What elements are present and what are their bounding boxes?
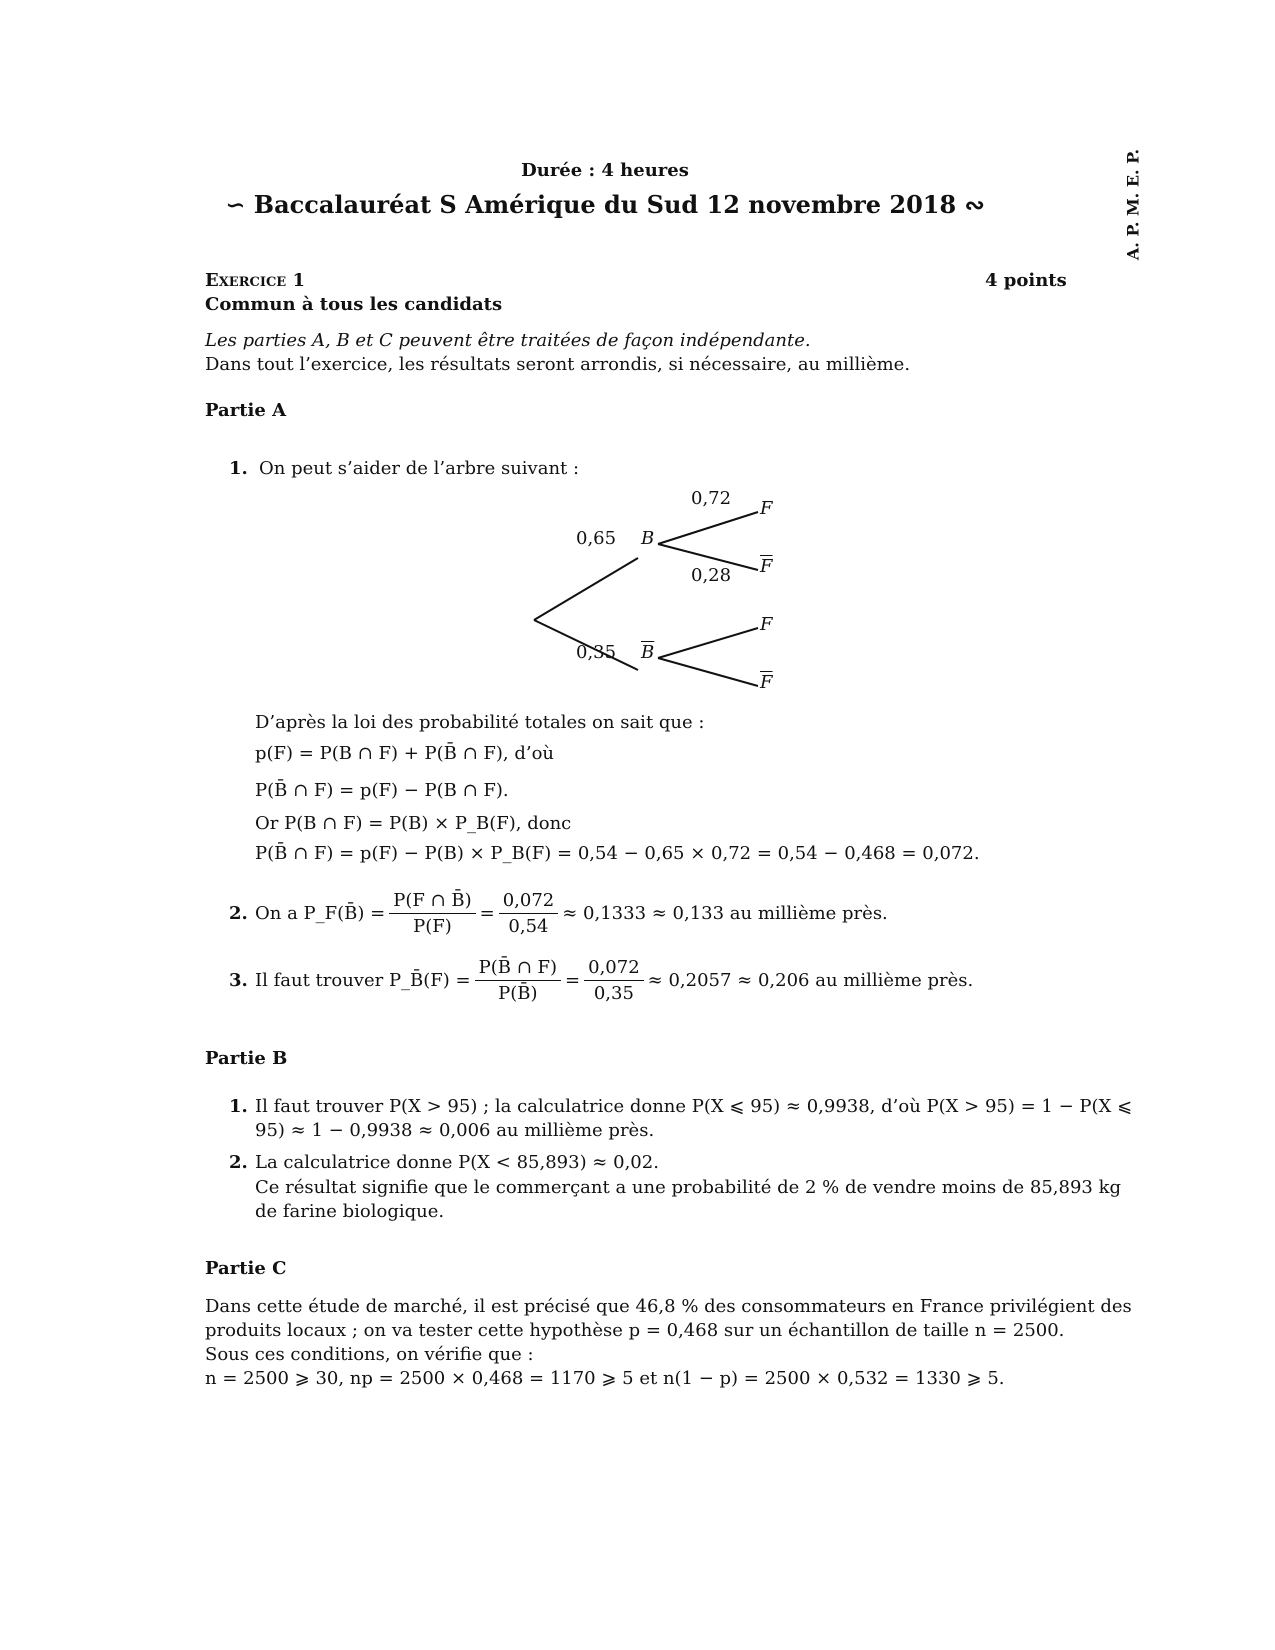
q2-fraction-1 bbox=[389, 890, 475, 937]
tree-leaf-notF-1: $\overline{F}$ bbox=[760, 556, 773, 577]
duration: Durée : 4 heures bbox=[521, 160, 689, 181]
tree-leaf-F-2: F bbox=[760, 614, 773, 635]
ornament-right: ∾ bbox=[964, 190, 985, 219]
part-c-line-4: n = 2500 ⩾ 30, np = 2500 × 0,468 = 1170 ⩾ 5 et n(1 − p) = 2500 × 0,532 = 1330 ⩾ 5. bbox=[205, 1368, 1005, 1389]
tree-prob-B: 0,65 bbox=[576, 528, 617, 549]
branch-root-B bbox=[534, 558, 638, 620]
part-b-q1-number: 1. bbox=[229, 1096, 248, 1117]
derivation-line-2: p(F) = P(B ∩ F) + P(B̄ ∩ F), d’où bbox=[255, 743, 555, 764]
q2-fraction-1-numerator: P(F ∩ B̄) bbox=[389, 890, 475, 914]
part-c-line-2: produits locaux ; on va tester cette hypothèse p = 0,468 sur un échantillon de taille n = 2500. bbox=[205, 1320, 1065, 1341]
tree-leaf-notF-2: $\overline{F}$ bbox=[760, 672, 773, 693]
part-c-heading: Partie C bbox=[205, 1258, 287, 1279]
part-a-q3-number: 3. bbox=[229, 970, 248, 991]
tree-node-notB: $\overline{B}$ bbox=[641, 642, 655, 663]
probability-tree bbox=[520, 490, 800, 720]
derivation-line-4: Or P(B ∩ F) = P(B) × P_B(F), donc bbox=[255, 813, 572, 834]
tree-prob-F-given-B: 0,72 bbox=[691, 488, 732, 509]
part-c-line-3: Sous ces conditions, on vérifie que : bbox=[205, 1344, 534, 1365]
q3-result: ≈ 0,2057 ≈ 0,206 au millième près. bbox=[647, 969, 974, 991]
side-label: A. P. M. E. P. bbox=[1123, 148, 1143, 261]
q3-fraction-1 bbox=[475, 957, 561, 1004]
q2-fraction-2-numerator: 0,072 bbox=[499, 890, 559, 914]
page-title bbox=[0, 190, 1210, 219]
part-b-q1-line-1: Il faut trouver P(X > 95) ; la calculatrice donne P(X ⩽ 95) ≈ 0,9938, d’où P(X > 95) = 1 − P(X ⩽ bbox=[255, 1096, 1133, 1117]
part-a-q2-formula: On a P_F(B̄) = $\frac{P(F \cap B̄)}{P(F)}$ = $\frac{0,072}{0,54}$ ≈ 0,1333 ≈ 0,133 au millième près. bbox=[255, 889, 888, 937]
part-b-q1-line-2: 95) ≈ 1 − 0,9938 ≈ 0,006 au millième près. bbox=[255, 1120, 655, 1141]
branch-B-F bbox=[658, 512, 758, 544]
q2-fraction-2 bbox=[499, 890, 559, 937]
q3-fraction-2 bbox=[584, 957, 644, 1004]
derivation-line-1: D’après la loi des probabilité totales on sait que : bbox=[255, 712, 705, 733]
q3-fraction-1-numerator: P(B̄ ∩ F) bbox=[475, 957, 561, 981]
exercise-subtitle: Commun à tous les candidats bbox=[205, 294, 503, 315]
branch-notB-F bbox=[658, 628, 758, 658]
tree-prob-notB: 0,35 bbox=[576, 642, 617, 663]
part-b-q2-number: 2. bbox=[229, 1152, 248, 1173]
part-a-q2-number: 2. bbox=[229, 903, 248, 924]
q2-fraction-2-denominator: 0,54 bbox=[508, 915, 549, 937]
part-b-q2-line-2: Ce résultat signifie que le commerçant a une probabilité de 2 % de vendre moins de 85,893 kg bbox=[255, 1177, 1122, 1198]
intro-2: Dans tout l’exercice, les résultats seront arrondis, si nécessaire, au millième. bbox=[205, 354, 911, 375]
derivation-line-3: P(B̄ ∩ F) = p(F) − P(B ∩ F). bbox=[255, 780, 509, 801]
intro-1: Les parties A, B et C peuvent être traitées de façon indépendante. bbox=[205, 330, 811, 351]
derivation-line-5: P(B̄ ∩ F) = p(F) − P(B) × P_B(F) = 0,54 − 0,65 × 0,72 = 0,54 − 0,468 = 0,072. bbox=[255, 843, 980, 864]
tree-leaf-F-1: F bbox=[760, 498, 773, 519]
exercise-points: 4 points bbox=[985, 270, 1067, 291]
part-c-line-1: Dans cette étude de marché, il est précisé que 46,8 % des consommateurs en France privilégient des bbox=[205, 1296, 1132, 1317]
branch-notB-notF bbox=[658, 658, 758, 686]
part-a-q3-formula: Il faut trouver P_B̄(F) = $\frac{P(B̄ \cap F)}{P(B̄)}$ = $\frac{0,072}{0,35}$ ≈ 0,2057 ≈ 0,206 au millième près. bbox=[255, 956, 974, 1004]
q2-result: ≈ 0,1333 ≈ 0,133 au millième près. bbox=[562, 902, 888, 924]
title-text: Baccalauréat S Amérique du Sud 12 novembre 2018 bbox=[253, 190, 957, 219]
tree-prob-notF-given-B: 0,28 bbox=[691, 565, 732, 586]
tree-node-B: B bbox=[641, 528, 655, 549]
q2-lhs: On a P_F(B̄) = bbox=[255, 902, 386, 924]
part-b-q2-line-3: de farine biologique. bbox=[255, 1201, 445, 1222]
part-b-heading: Partie B bbox=[205, 1048, 288, 1069]
ornament-left: ∽ bbox=[225, 190, 246, 219]
q3-fraction-1-denominator: P(B̄) bbox=[498, 982, 538, 1004]
part-a-heading: Partie A bbox=[205, 400, 287, 421]
q3-fraction-2-denominator: 0,35 bbox=[593, 982, 634, 1004]
part-a-q1-text: On peut s’aider de l’arbre suivant : bbox=[259, 458, 580, 479]
q3-fraction-2-numerator: 0,072 bbox=[584, 957, 644, 981]
q2-fraction-1-denominator: P(F) bbox=[413, 915, 452, 937]
part-a-q1-number: 1. bbox=[229, 458, 248, 479]
exercise-label: Exercice 1 bbox=[205, 270, 305, 291]
part-b-q2-line-1: La calculatrice donne P(X < 85,893) ≈ 0,02. bbox=[255, 1152, 659, 1173]
q3-lhs: Il faut trouver P_B̄(F) = bbox=[255, 969, 471, 991]
